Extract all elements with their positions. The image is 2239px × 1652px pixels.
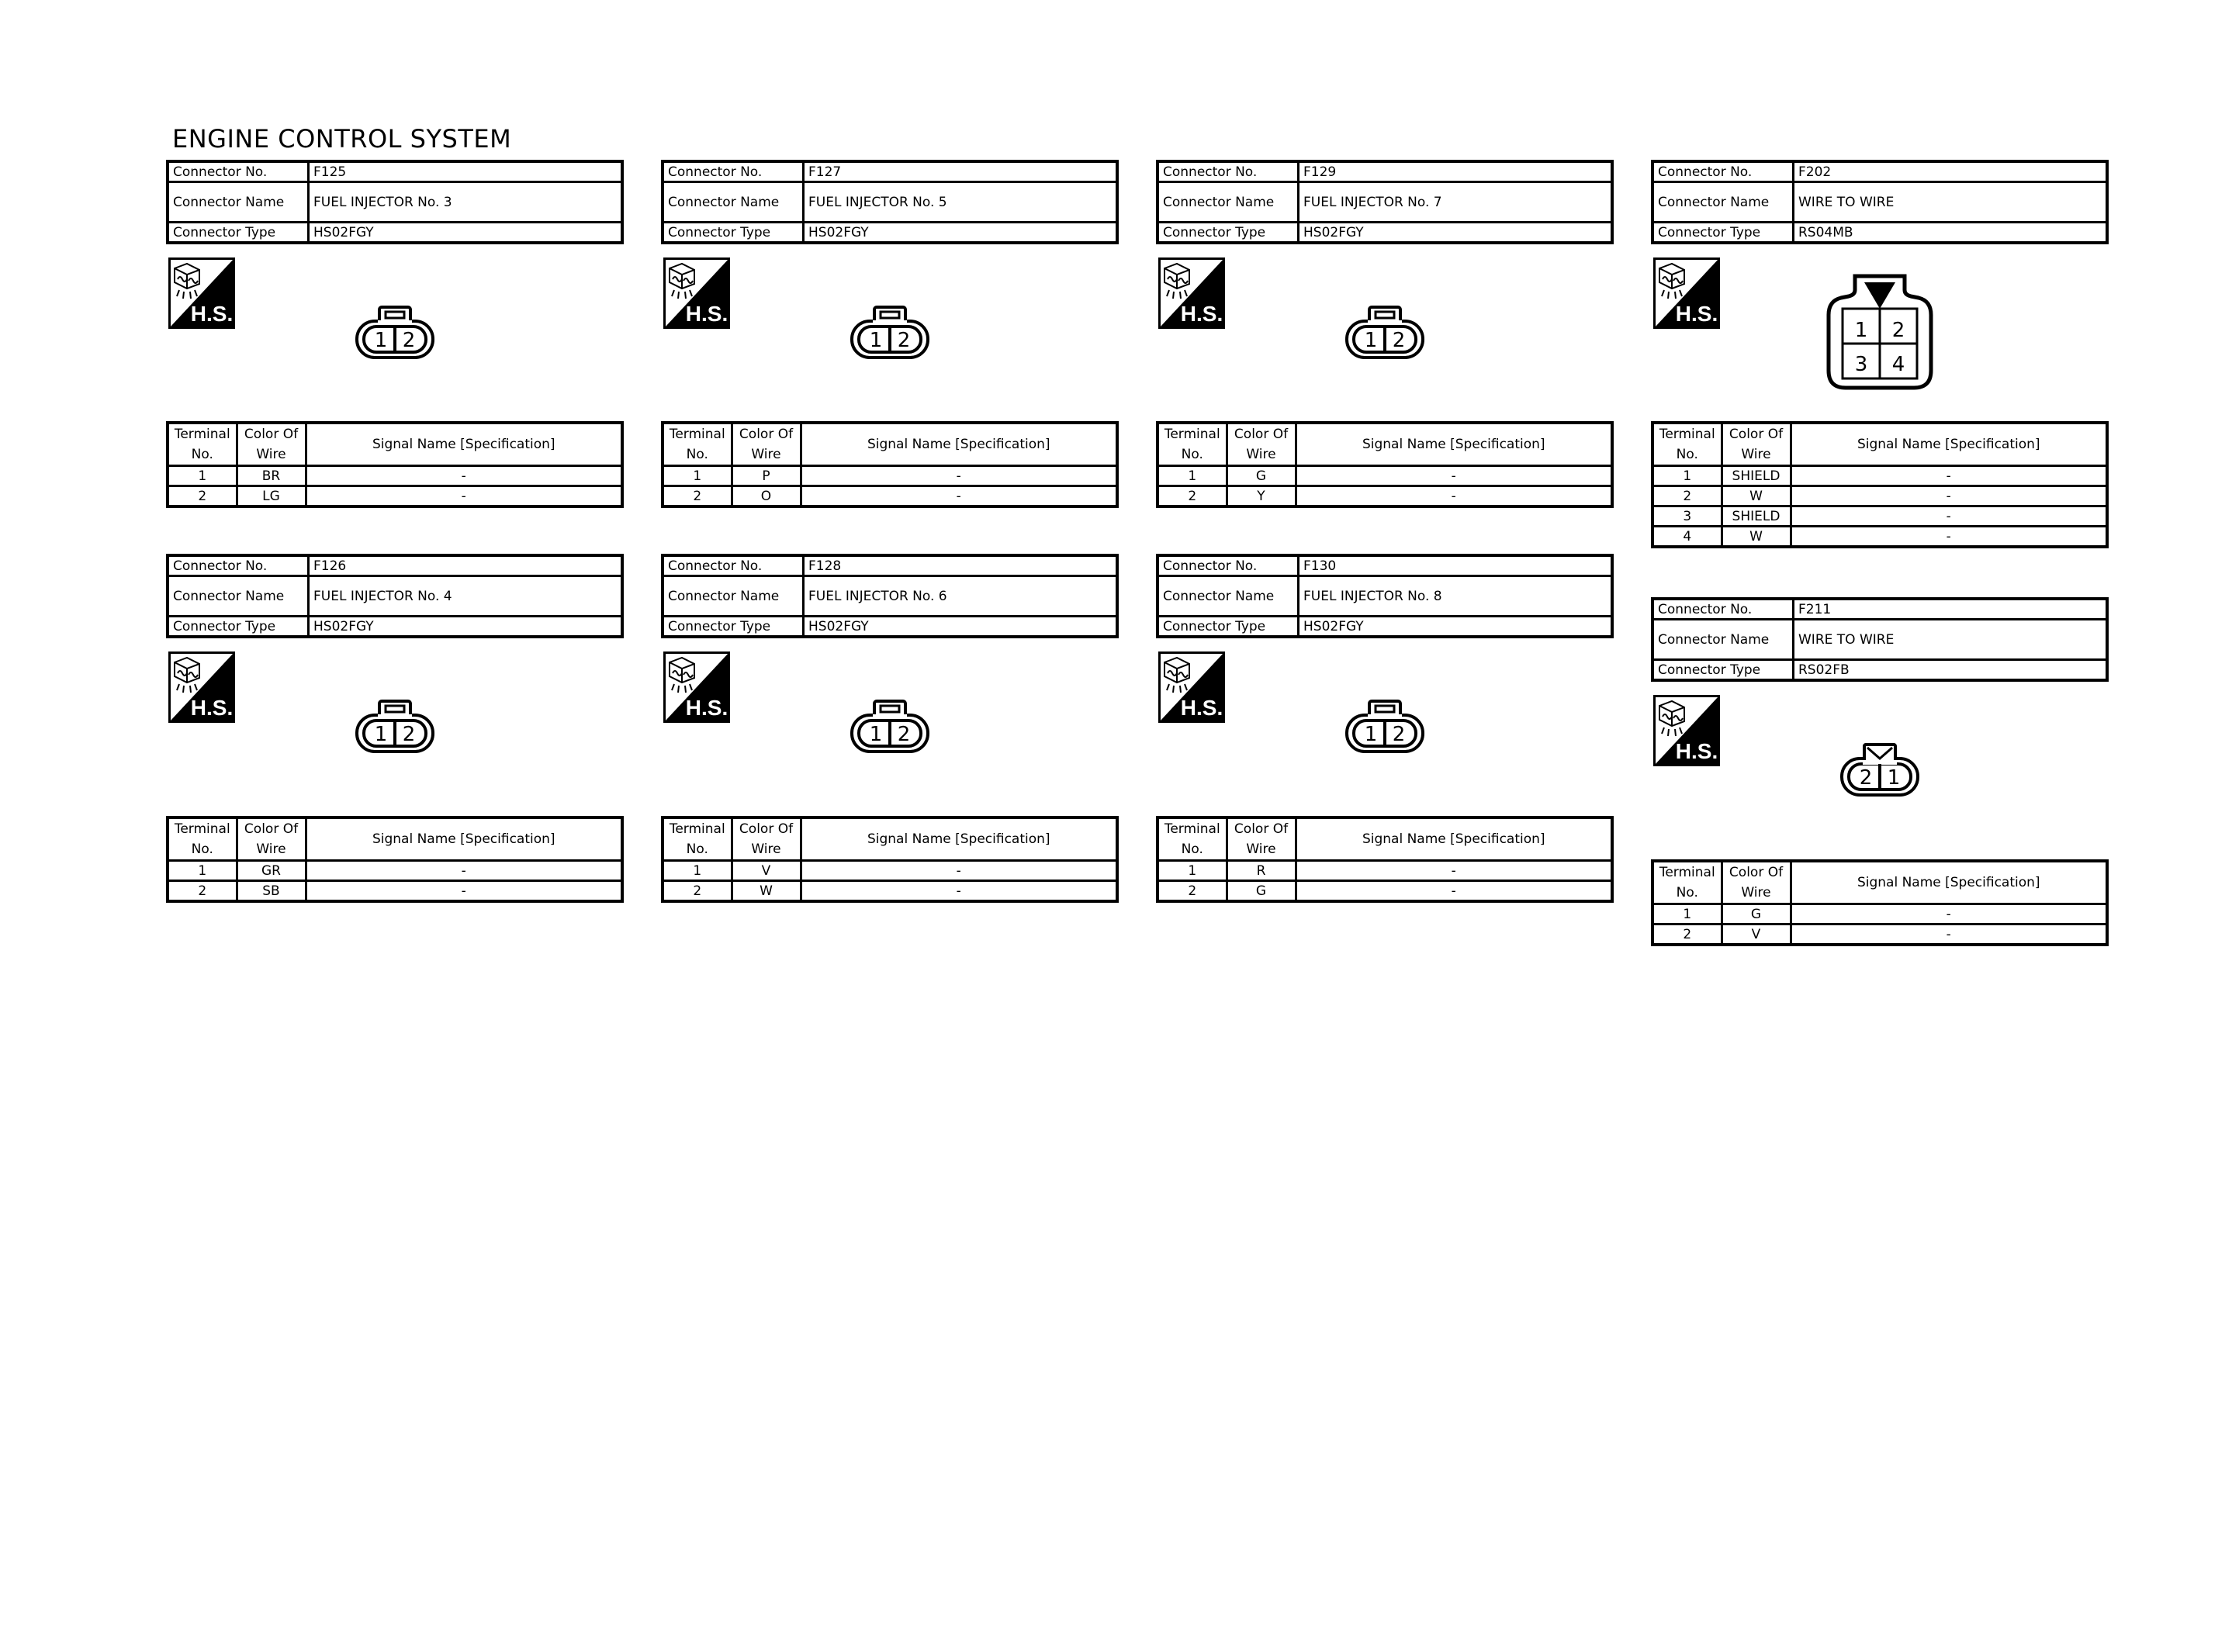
wire-color: Y: [1227, 486, 1296, 507]
connector-name-value: FUEL INJECTOR No. 8: [1299, 576, 1613, 617]
signal-name: -: [801, 881, 1117, 902]
connector-face-diagram: [850, 304, 930, 360]
connector-name-value: FUEL INJECTOR No. 6: [804, 576, 1118, 617]
terminal-table-f130: [1156, 816, 1614, 903]
page-title: ENGINE CONTROL SYSTEM: [172, 124, 512, 154]
connector-name-row: [663, 576, 1117, 617]
wire-color: G: [1227, 881, 1296, 902]
terminal-no-header: Terminal No.: [663, 423, 732, 466]
connector-no-row: [1158, 161, 1612, 182]
connector-no-label: Connector No.: [1158, 555, 1299, 576]
color-of-wire-header: Color Of Wire: [1722, 423, 1791, 466]
terminal-no: 1: [1158, 466, 1227, 486]
connector-no-label: Connector No.: [1158, 161, 1299, 182]
connector-name-label: Connector Name: [1158, 576, 1299, 617]
terminal-table-header: [1158, 423, 1612, 466]
terminal-table-f125: [166, 421, 624, 508]
connector-no-value: F129: [1299, 161, 1613, 182]
harness-side-icon: [663, 257, 730, 329]
pin-number: 1: [869, 723, 883, 746]
connector-type-row: [663, 617, 1117, 638]
signal-name: -: [1296, 861, 1612, 881]
connector-name-value: FUEL INJECTOR No. 4: [309, 576, 623, 617]
signal-name-header: Signal Name [Specification]: [1791, 861, 2107, 904]
connector-no-value: F125: [309, 161, 623, 182]
wire-color: W: [1722, 486, 1791, 506]
pin-number: 2: [1392, 723, 1406, 746]
connector-no-value: F211: [1794, 599, 2108, 620]
terminal-no-header: Terminal No.: [1652, 423, 1722, 466]
connector-face-diagram: [355, 304, 435, 360]
table-row: [663, 486, 1117, 507]
signal-name: -: [1791, 527, 2107, 548]
connector-type-row: [1652, 660, 2107, 681]
terminal-table-f211: [1651, 859, 2109, 946]
terminal-table-f126: [166, 816, 624, 903]
color-of-wire-header: Color Of Wire: [732, 423, 801, 466]
hs-label: H.S.: [685, 696, 728, 720]
pin-number: 1: [1854, 319, 1868, 342]
wire-color: R: [1227, 861, 1296, 881]
connector-info-table-f129: [1156, 160, 1614, 244]
terminal-no: 2: [168, 881, 237, 902]
wire-color: W: [732, 881, 801, 902]
connector-face-diagram: [850, 698, 930, 754]
table-row: [1158, 466, 1612, 486]
pin-number: 2: [1392, 329, 1406, 352]
connector-type-label: Connector Type: [1158, 223, 1299, 244]
connector-type-label: Connector Type: [168, 223, 309, 244]
table-row: [1652, 466, 2107, 486]
wire-color: SB: [237, 881, 306, 902]
connector-type-row: [168, 617, 622, 638]
harness-side-icon: [1158, 651, 1225, 723]
hs-label: H.S.: [685, 302, 728, 326]
pin-number: 2: [897, 329, 911, 352]
signal-name: -: [1791, 486, 2107, 506]
terminal-no: 1: [1652, 904, 1722, 924]
connector-info-table-f130: [1156, 554, 1614, 638]
connector-info-table-f128: [661, 554, 1119, 638]
signal-name-header: Signal Name [Specification]: [801, 423, 1117, 466]
harness-side-icon: [168, 257, 235, 329]
terminal-no: 4: [1652, 527, 1722, 548]
connector-name-label: Connector Name: [663, 576, 804, 617]
terminal-no-header: Terminal No.: [168, 817, 237, 861]
terminal-table-header: [1652, 423, 2107, 466]
connector-type-label: Connector Type: [663, 223, 804, 244]
connector-no-row: [663, 555, 1117, 576]
signal-name: -: [1791, 924, 2107, 945]
terminal-no-header: Terminal No.: [663, 817, 732, 861]
wire-color: GR: [237, 861, 306, 881]
connector-no-row: [663, 161, 1117, 182]
wire-color: LG: [237, 486, 306, 507]
terminal-no: 1: [1158, 861, 1227, 881]
pin-number: 1: [374, 329, 388, 352]
signal-name: -: [1296, 486, 1612, 507]
terminal-table-header: [168, 817, 622, 861]
hs-label: H.S.: [1180, 696, 1223, 720]
table-row: [1652, 924, 2107, 945]
connector-info-table-f125: [166, 160, 624, 244]
harness-side-icon: [663, 651, 730, 723]
wire-color: BR: [237, 466, 306, 486]
connector-name-value: FUEL INJECTOR No. 3: [309, 182, 623, 223]
terminal-table-header: [1158, 817, 1612, 861]
pin-number: 1: [1364, 723, 1378, 746]
connector-face-diagram: [1344, 304, 1425, 360]
connector-type-label: Connector Type: [663, 617, 804, 638]
connector-name-row: [1652, 182, 2107, 223]
connector-face-diagram: [1839, 741, 1920, 797]
connector-type-label: Connector Type: [1652, 223, 1794, 244]
connector-no-value: F126: [309, 555, 623, 576]
terminal-no: 1: [663, 861, 732, 881]
terminal-no: 1: [663, 466, 732, 486]
terminal-no: 2: [1652, 924, 1722, 945]
table-row: [1158, 486, 1612, 507]
terminal-no-header: Terminal No.: [1158, 423, 1227, 466]
terminal-table-f129: [1156, 421, 1614, 508]
connector-no-label: Connector No.: [1652, 161, 1794, 182]
terminal-no: 2: [1652, 486, 1722, 506]
connector-type-value: HS02FGY: [309, 617, 623, 638]
signal-name: -: [801, 486, 1117, 507]
wire-color: SHIELD: [1722, 466, 1791, 486]
signal-name-header: Signal Name [Specification]: [306, 817, 622, 861]
pin-number: 4: [1891, 353, 1905, 376]
connector-type-value: HS02FGY: [309, 223, 623, 244]
signal-name-header: Signal Name [Specification]: [1296, 817, 1612, 861]
signal-name-header: Signal Name [Specification]: [1296, 423, 1612, 466]
hs-label: H.S.: [1675, 739, 1718, 763]
pin-number: 1: [1364, 329, 1378, 352]
terminal-no: 3: [1652, 506, 1722, 527]
connector-no-value: F128: [804, 555, 1118, 576]
pin-number: 2: [897, 723, 911, 746]
table-row: [1652, 904, 2107, 924]
connector-type-row: [1158, 223, 1612, 244]
signal-name: -: [1296, 881, 1612, 902]
pin-number: 2: [402, 723, 416, 746]
connector-type-value: HS02FGY: [804, 223, 1118, 244]
terminal-no: 1: [1652, 466, 1722, 486]
signal-name: -: [1296, 466, 1612, 486]
wire-color: SHIELD: [1722, 506, 1791, 527]
connector-no-label: Connector No.: [663, 555, 804, 576]
connector-no-row: [168, 161, 622, 182]
connector-info-table-f126: [166, 554, 624, 638]
hs-label: H.S.: [190, 302, 234, 326]
connector-type-value: RS02FB: [1794, 660, 2108, 681]
signal-name: -: [306, 486, 622, 507]
signal-name: -: [801, 861, 1117, 881]
harness-side-icon: [1653, 695, 1720, 766]
hs-label: H.S.: [1180, 302, 1223, 326]
connector-name-row: [663, 182, 1117, 223]
connector-name-value: WIRE TO WIRE: [1794, 620, 2108, 660]
connector-type-label: Connector Type: [168, 617, 309, 638]
table-row: [663, 881, 1117, 902]
terminal-no: 1: [168, 861, 237, 881]
pin-number: 1: [869, 329, 883, 352]
pin-number: 1: [1887, 766, 1901, 790]
connector-no-label: Connector No.: [663, 161, 804, 182]
signal-name-header: Signal Name [Specification]: [801, 817, 1117, 861]
wire-color: G: [1227, 466, 1296, 486]
connector-type-label: Connector Type: [1158, 617, 1299, 638]
connector-no-label: Connector No.: [168, 161, 309, 182]
table-row: [168, 881, 622, 902]
connector-info-table-f127: [661, 160, 1119, 244]
pin-number: 2: [402, 329, 416, 352]
pin-number: 2: [1891, 319, 1905, 342]
terminal-table-f128: [661, 816, 1119, 903]
connector-name-label: Connector Name: [1652, 620, 1794, 660]
color-of-wire-header: Color Of Wire: [1227, 423, 1296, 466]
connector-no-row: [1158, 555, 1612, 576]
harness-side-icon: [1158, 257, 1225, 329]
wire-color: V: [732, 861, 801, 881]
connector-info-table-f211: [1651, 597, 2109, 682]
table-row: [663, 861, 1117, 881]
terminal-no: 1: [168, 466, 237, 486]
signal-name-header: Signal Name [Specification]: [306, 423, 622, 466]
connector-no-value: F202: [1794, 161, 2108, 182]
connector-type-value: HS02FGY: [1299, 617, 1613, 638]
connector-name-row: [1158, 182, 1612, 223]
terminal-no: 2: [1158, 881, 1227, 902]
signal-name-header: Signal Name [Specification]: [1791, 423, 2107, 466]
terminal-table-header: [1652, 861, 2107, 904]
connector-no-label: Connector No.: [1652, 599, 1794, 620]
connector-type-value: RS04MB: [1794, 223, 2108, 244]
color-of-wire-header: Color Of Wire: [732, 817, 801, 861]
wire-color: O: [732, 486, 801, 507]
connector-info-table-f202: [1651, 160, 2109, 244]
hs-label: H.S.: [190, 696, 234, 720]
connector-type-value: HS02FGY: [804, 617, 1118, 638]
connector-name-value: FUEL INJECTOR No. 5: [804, 182, 1118, 223]
signal-name: -: [306, 881, 622, 902]
terminal-table-header: [663, 817, 1117, 861]
table-row: [1158, 861, 1612, 881]
terminal-no: 2: [168, 486, 237, 507]
connector-name-label: Connector Name: [1652, 182, 1794, 223]
connector-no-row: [1652, 599, 2107, 620]
signal-name: -: [801, 466, 1117, 486]
terminal-table-header: [663, 423, 1117, 466]
table-row: [1652, 527, 2107, 548]
terminal-no-header: Terminal No.: [1158, 817, 1227, 861]
connector-type-row: [168, 223, 622, 244]
connector-no-value: F130: [1299, 555, 1613, 576]
connector-name-label: Connector Name: [168, 576, 309, 617]
connector-type-row: [1158, 617, 1612, 638]
terminal-table-header: [168, 423, 622, 466]
harness-side-icon: [168, 651, 235, 723]
pin-number: 1: [374, 723, 388, 746]
connector-no-label: Connector No.: [168, 555, 309, 576]
connector-type-row: [1652, 223, 2107, 244]
terminal-no-header: Terminal No.: [1652, 861, 1722, 904]
connector-no-value: F127: [804, 161, 1118, 182]
connector-no-row: [1652, 161, 2107, 182]
color-of-wire-header: Color Of Wire: [237, 817, 306, 861]
connector-name-row: [168, 576, 622, 617]
wire-color: V: [1722, 924, 1791, 945]
connector-name-label: Connector Name: [1158, 182, 1299, 223]
wire-color: W: [1722, 527, 1791, 548]
pin-number: 2: [1859, 766, 1873, 790]
connector-face-diagram: [1825, 273, 1934, 391]
hs-label: H.S.: [1675, 302, 1718, 326]
terminal-table-f127: [661, 421, 1119, 508]
signal-name: -: [1791, 904, 2107, 924]
connector-name-row: [168, 182, 622, 223]
terminal-no: 2: [663, 486, 732, 507]
signal-name: -: [1791, 506, 2107, 527]
terminal-no-header: Terminal No.: [168, 423, 237, 466]
connector-name-label: Connector Name: [663, 182, 804, 223]
connector-name-row: [1652, 620, 2107, 660]
connector-type-label: Connector Type: [1652, 660, 1794, 681]
connector-face-diagram: [355, 698, 435, 754]
color-of-wire-header: Color Of Wire: [1227, 817, 1296, 861]
color-of-wire-header: Color Of Wire: [237, 423, 306, 466]
connector-name-label: Connector Name: [168, 182, 309, 223]
table-row: [1652, 486, 2107, 506]
terminal-table-f202: [1651, 421, 2109, 548]
table-row: [168, 486, 622, 507]
connector-name-row: [1158, 576, 1612, 617]
signal-name: -: [306, 466, 622, 486]
signal-name: -: [306, 861, 622, 881]
terminal-no: 2: [663, 881, 732, 902]
connector-name-value: FUEL INJECTOR No. 7: [1299, 182, 1613, 223]
table-row: [168, 861, 622, 881]
connector-type-row: [663, 223, 1117, 244]
harness-side-icon: [1653, 257, 1720, 329]
pin-number: 3: [1854, 353, 1868, 376]
wire-color: P: [732, 466, 801, 486]
table-row: [663, 466, 1117, 486]
signal-name: -: [1791, 466, 2107, 486]
connector-face-diagram: [1344, 698, 1425, 754]
connector-name-value: WIRE TO WIRE: [1794, 182, 2108, 223]
table-row: [1158, 881, 1612, 902]
table-row: [1652, 506, 2107, 527]
color-of-wire-header: Color Of Wire: [1722, 861, 1791, 904]
table-row: [168, 466, 622, 486]
terminal-no: 2: [1158, 486, 1227, 507]
connector-type-value: HS02FGY: [1299, 223, 1613, 244]
wire-color: G: [1722, 904, 1791, 924]
connector-no-row: [168, 555, 622, 576]
